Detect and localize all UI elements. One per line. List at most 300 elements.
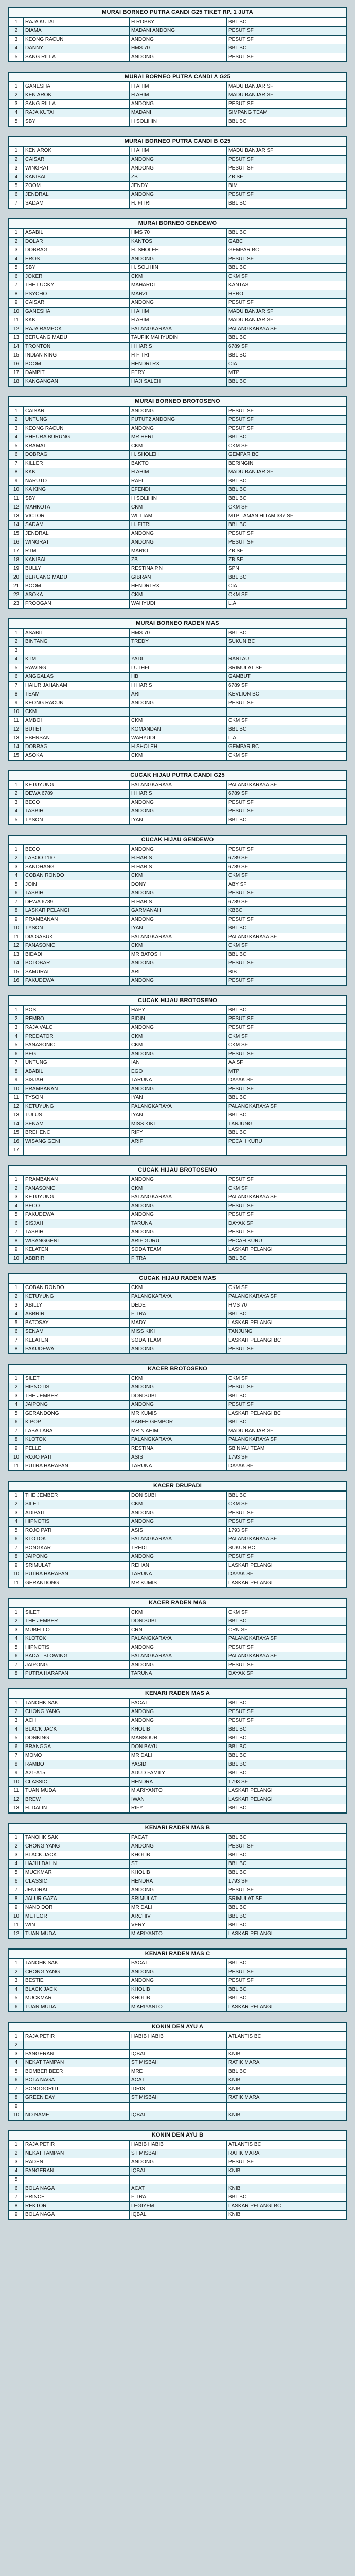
table-row <box>9 1435 346 1444</box>
owner-cell: ANDONG <box>130 1509 227 1517</box>
owner-cell: TARUNA <box>130 1570 227 1579</box>
team-cell: PESUT SF <box>228 1086 254 1092</box>
owner-cell: H HARIS <box>130 790 227 798</box>
team-cell: MADU BANJAR SF <box>228 148 274 154</box>
rank-cell: 4 <box>9 109 24 117</box>
owner-cell: ANDONG <box>130 538 227 547</box>
table-title: MURAI BORNEO GENDEWO <box>9 219 346 229</box>
table-row <box>9 53 346 61</box>
table-row <box>9 1032 346 1041</box>
team-cell: PESUT SF <box>228 1402 254 1408</box>
owner-cell: DON SUBI <box>130 1617 227 1625</box>
bird-name-cell <box>24 1146 130 1155</box>
rank-cell: 7 <box>9 1661 24 1669</box>
bird-name-cell: TYSON <box>24 816 130 824</box>
bird-name-cell: KLOTOK <box>24 1436 130 1444</box>
table-row <box>9 155 346 164</box>
owner-cell: KHOLIB <box>130 1986 227 1994</box>
team-cell: BBL BC <box>228 1256 247 1261</box>
rank-cell: 4 <box>9 255 24 263</box>
table-row <box>9 1409 346 1418</box>
table-row <box>9 2058 346 2067</box>
table-title: CUCAK HIJAU RADEN MAS <box>9 1274 346 1284</box>
owner-cell: ANDONG <box>130 807 227 816</box>
owner-cell: ANDONG <box>130 1202 227 1210</box>
bird-name-cell: TASBIH <box>24 889 130 897</box>
rank-cell: 4 <box>9 2167 24 2175</box>
bird-name-cell: HIPNOTIS <box>24 1383 130 1392</box>
table-row <box>9 298 346 307</box>
owner-cell: ASIS <box>130 1453 227 1462</box>
bird-name-cell: PRINCE <box>24 2193 130 2201</box>
bird-name-cell: TUAN MUDA <box>24 1787 130 1795</box>
rank-cell: 11 <box>9 495 24 503</box>
results-table <box>8 618 347 761</box>
bird-name-cell: LABOO 1167 <box>24 854 130 862</box>
table-row <box>9 807 346 816</box>
team-cell: PESUT SF <box>228 917 254 922</box>
team-cell: CKM SF <box>228 1285 248 1291</box>
table-row <box>9 263 346 272</box>
rank-cell: 1 <box>9 1834 24 1842</box>
team-cell: BERINGIN <box>228 461 254 466</box>
owner-cell: CKM <box>130 872 227 880</box>
team-cell: PESUT SF <box>228 1887 254 1893</box>
owner-cell: YASID <box>130 1760 227 1769</box>
team-cell: LASKAR PELANGI BC <box>228 1411 281 1416</box>
rank-cell: 9 <box>9 299 24 307</box>
table-row <box>9 699 346 707</box>
owner-cell: H ROBBY <box>130 18 227 26</box>
bird-name-cell: ASABIL <box>24 229 130 237</box>
team-cell: ATLANTIS BC <box>228 2142 261 2147</box>
owner-cell: H SOLIHIN <box>130 117 227 126</box>
table-row <box>9 1509 346 1517</box>
rank-cell: 4 <box>9 1401 24 1409</box>
table-row <box>9 468 346 477</box>
rank-cell: 5 <box>9 182 24 190</box>
team-cell: PESUT SF <box>228 1662 254 1668</box>
owner-cell: ZB <box>130 556 227 564</box>
table-row <box>9 1327 346 1336</box>
team-cell: BBL BC <box>228 496 247 501</box>
owner-cell: ANDONG <box>130 1211 227 1219</box>
table-row <box>9 1734 346 1742</box>
owner-cell: H. SHOLEH <box>130 451 227 459</box>
rank-cell: 14 <box>9 959 24 968</box>
owner-cell: MISS KIKI <box>130 1328 227 1336</box>
owner-cell: CKM <box>130 1032 227 1041</box>
team-cell: PESUT SF <box>228 846 254 852</box>
bird-name-cell: ABILLY <box>24 1301 130 1310</box>
table-row <box>9 1570 346 1579</box>
table-row <box>9 871 346 880</box>
table-row <box>9 599 346 608</box>
team-cell: BBL BC <box>228 1835 247 1840</box>
rank-cell: 10 <box>9 2111 24 2120</box>
rank-cell: 14 <box>9 521 24 529</box>
bird-name-cell: PAKUDEWA <box>24 1211 130 1219</box>
bird-name-cell: BOLA NAGA <box>24 2211 130 2219</box>
team-cell: KNIB <box>228 2112 241 2118</box>
rank-cell: 2 <box>9 2041 24 2049</box>
table-row <box>9 1526 346 1535</box>
team-cell: RATIK MARA <box>228 2150 260 2156</box>
bird-name-cell: MUBELLO <box>24 1626 130 1634</box>
rank-cell: 7 <box>9 1228 24 1236</box>
team-cell: CIA <box>228 361 237 367</box>
owner-cell: ST MISBAH <box>130 2094 227 2102</box>
team-cell: PESUT SF <box>228 1718 254 1723</box>
table-row <box>9 485 346 494</box>
bird-name-cell: GANESHA <box>24 308 130 316</box>
table-row <box>9 1236 346 1245</box>
team-cell: PESUT SF <box>228 1212 254 1217</box>
table-row <box>9 1968 346 1976</box>
results-table <box>8 1481 347 1588</box>
bird-name-cell: TULUS <box>24 1111 130 1120</box>
owner-cell: ARI <box>130 968 227 976</box>
rank-cell: 13 <box>9 1804 24 1812</box>
table-row <box>9 255 346 263</box>
table-row <box>9 1985 346 1994</box>
bird-name-cell: THE LUCKY <box>24 281 130 290</box>
team-cell: MADU BANJAR SF <box>228 317 274 323</box>
rank-cell: 6 <box>9 889 24 897</box>
team-cell: KBBC <box>228 908 243 913</box>
bird-name-cell: KTM <box>24 655 130 664</box>
table-row <box>9 520 346 529</box>
bird-name-cell: JENDRAL <box>24 530 130 538</box>
owner-cell: SRIMULAT <box>130 1895 227 1903</box>
bird-name-cell: PUTRA HARAPAN <box>24 1570 130 1579</box>
table-row <box>9 407 346 415</box>
rank-cell: 3 <box>9 1024 24 1032</box>
owner-cell: ANDONG <box>130 1401 227 1409</box>
owner-cell: MARIO <box>130 547 227 555</box>
team-cell: 6789 SF <box>228 899 248 905</box>
team-cell: 6789 SF <box>228 864 248 870</box>
table-row <box>9 290 346 298</box>
team-cell: 6789 SF <box>228 791 248 796</box>
team-cell: BBL BC <box>228 1095 247 1100</box>
bird-name-cell: BOOM <box>24 360 130 368</box>
team-cell: SPN <box>228 566 239 571</box>
team-cell <box>227 2176 346 2184</box>
table-row <box>9 646 346 655</box>
bird-name-cell: DIAMA <box>24 27 130 35</box>
rank-cell: 1 <box>9 229 24 237</box>
bird-name-cell: DEWA 6789 <box>24 898 130 906</box>
team-cell: PESUT SF <box>228 1519 254 1524</box>
bird-name-cell: ASOKA <box>24 752 130 760</box>
team-cell: GEMPAR BC <box>228 744 259 750</box>
owner-cell: MADY <box>130 1319 227 1327</box>
table-row <box>9 1014 346 1023</box>
rank-cell: 10 <box>9 1085 24 1093</box>
team-cell: PALANGKARAYA SF <box>228 1194 277 1200</box>
table-row <box>9 950 346 959</box>
bird-name-cell: KEONG RACUN <box>24 36 130 44</box>
team-cell: CRN SF <box>228 1627 248 1633</box>
table-row <box>9 529 346 538</box>
rank-cell: 8 <box>9 468 24 477</box>
team-cell: BBL BC <box>228 1861 247 1867</box>
team-cell: BBL BC <box>228 1922 247 1928</box>
table-row <box>9 1176 346 1184</box>
bird-name-cell: BLACK JACK <box>24 1851 130 1859</box>
owner-cell: M ARIYANTO <box>130 1787 227 1795</box>
table-row <box>9 108 346 117</box>
bird-name-cell: TYSON <box>24 924 130 933</box>
rank-cell: 7 <box>9 682 24 690</box>
rank-cell: 4 <box>9 2059 24 2067</box>
rank-cell: 7 <box>9 460 24 468</box>
bird-name-cell: THE JEMBER <box>24 1617 130 1625</box>
team-cell: PESUT SF <box>228 426 254 431</box>
owner-cell: DON BAYU <box>130 1743 227 1751</box>
rank-cell: 5 <box>9 1994 24 2003</box>
rank-cell: 6 <box>9 2184 24 2193</box>
owner-cell: ANDONG <box>130 1176 227 1184</box>
rank-cell: 1 <box>9 845 24 854</box>
table-row <box>9 1561 346 1570</box>
bird-name-cell: PAKUDEWA <box>24 977 130 985</box>
owner-cell: ANDONG <box>130 1383 227 1392</box>
team-cell: PESUT SF <box>228 165 254 171</box>
table-row <box>9 1418 346 1427</box>
bird-name-cell: ROJO PATI <box>24 1527 130 1535</box>
rank-cell: 11 <box>9 1787 24 1795</box>
team-cell: PALANGKARAYA SF <box>228 934 277 940</box>
table-row <box>9 1453 346 1462</box>
table-row <box>9 147 346 155</box>
table-title: MURAI BORNEO PUTRA CANDI B G25 <box>9 137 346 147</box>
bird-name-cell: DOBRAG <box>24 451 130 459</box>
table-title: CUCAK HIJAU BROTOSENO <box>9 1166 346 1176</box>
bird-name-cell: DEWA 6789 <box>24 790 130 798</box>
table-row <box>9 1608 346 1617</box>
table-row <box>9 272 346 281</box>
owner-cell: H HARIS <box>130 343 227 351</box>
owner-cell: PALANGKARAYA <box>130 1193 227 1201</box>
rank-cell: 1 <box>9 1375 24 1383</box>
table-row <box>9 368 346 377</box>
bird-name-cell: DOBRAG <box>24 246 130 255</box>
team-cell: ZB SF <box>228 557 243 563</box>
team-cell: MTP TAMAN HITAM 337 SF <box>228 513 293 519</box>
team-cell: PESUT SF <box>228 1346 254 1352</box>
table-row <box>9 2111 346 2120</box>
owner-cell: RIFY <box>130 1804 227 1812</box>
team-cell: KNIB <box>228 2086 241 2092</box>
bird-name-cell: BINTANG <box>24 638 130 646</box>
bird-name-cell: HIPNOTIS <box>24 1518 130 1526</box>
owner-cell: PALANGKARAYA <box>130 1652 227 1660</box>
owner-cell: H AHIM <box>130 468 227 477</box>
bird-name-cell: TYSON <box>24 1094 130 1102</box>
team-cell: PECAH KURU <box>228 1139 262 1144</box>
bird-name-cell: JENDRAL <box>24 191 130 199</box>
table-row <box>9 503 346 512</box>
team-cell: BIM <box>228 183 238 189</box>
rank-cell: 13 <box>9 334 24 342</box>
owner-cell: MR DALI <box>130 1752 227 1760</box>
table-row <box>9 1716 346 1725</box>
rank-cell: 16 <box>9 977 24 985</box>
team-cell: BBL BC <box>228 1744 247 1750</box>
team-cell: PESUT SF <box>228 2159 254 2165</box>
owner-cell: ST <box>130 1860 227 1868</box>
table-row <box>9 672 346 681</box>
owner-cell: ARI <box>130 690 227 699</box>
rank-cell: 2 <box>9 27 24 35</box>
team-cell: PESUT SF <box>228 256 254 262</box>
team-cell: PESUT SF <box>228 1969 254 1975</box>
rank-cell: 1 <box>9 147 24 155</box>
table-row <box>9 725 346 734</box>
bird-name-cell: BERUANG MADU <box>24 334 130 342</box>
table-row <box>9 2093 346 2102</box>
table-row <box>9 1994 346 2003</box>
owner-cell: FITRA <box>130 1255 227 1263</box>
rank-cell: 12 <box>9 942 24 950</box>
bird-name-cell: NAND DOR <box>24 1904 130 1912</box>
team-cell: BBL BC <box>228 45 247 51</box>
table-body <box>9 229 346 386</box>
rank-cell: 5 <box>9 1211 24 1219</box>
team-cell: SB NIAU TEAM <box>228 1446 265 1451</box>
team-cell: PESUT SF <box>228 1229 254 1235</box>
rank-cell: 9 <box>9 1562 24 1570</box>
bird-name-cell: GERANDONG <box>24 1579 130 1587</box>
table-row <box>9 976 346 985</box>
bird-name-cell: SONGGORITI <box>24 2085 130 2093</box>
rank-cell: 2 <box>9 1968 24 1976</box>
owner-cell: HAJI SALEH <box>130 378 227 386</box>
rank-cell: 11 <box>9 316 24 325</box>
owner-cell: ANDONG <box>130 799 227 807</box>
owner-cell: HB <box>130 673 227 681</box>
table-body <box>9 2141 346 2219</box>
team-cell: BBL BC <box>228 925 247 931</box>
bird-name-cell: PANGERAN <box>24 2167 130 2175</box>
rank-cell: 4 <box>9 655 24 664</box>
team-cell: PESUT SF <box>228 1510 254 1516</box>
table-row <box>9 798 346 807</box>
owner-cell: ANDONG <box>130 1842 227 1851</box>
table-row <box>9 18 346 26</box>
bird-name-cell: PRAMBANAN <box>24 1176 130 1184</box>
team-cell: GEMPAR BC <box>228 247 259 253</box>
rank-cell: 15 <box>9 351 24 360</box>
table-row <box>9 880 346 889</box>
team-cell: PESUT SF <box>228 1203 254 1209</box>
table-row <box>9 1375 346 1383</box>
table-row <box>9 789 346 798</box>
table-row <box>9 1544 346 1552</box>
rank-cell: 2 <box>9 638 24 646</box>
table-row <box>9 1084 346 1093</box>
team-cell: BBL BC <box>228 1735 247 1741</box>
table-row <box>9 1146 346 1155</box>
team-cell: CIA <box>228 583 237 589</box>
table-row <box>9 2158 346 2166</box>
rank-cell: 10 <box>9 924 24 933</box>
owner-cell: PALANGKARAYA <box>130 1293 227 1301</box>
owner-cell: WILLIAM <box>130 512 227 520</box>
rank-cell: 6 <box>9 1418 24 1427</box>
rank-cell: 8 <box>9 1237 24 1245</box>
owner-cell: CKM <box>130 1375 227 1383</box>
team-cell: MADU BANJAR SF <box>228 83 274 89</box>
rank-cell: 2 <box>9 238 24 246</box>
owner-cell: TARUNA <box>130 1462 227 1470</box>
team-cell: CKM SF <box>228 443 248 449</box>
bird-name-cell: BOLA NAGA <box>24 2184 130 2193</box>
owner-cell: ANDONG <box>130 530 227 538</box>
team-cell: 1793 SF <box>228 1528 248 1533</box>
table-row <box>9 190 346 199</box>
table-title: KACER DRUPADI <box>9 1482 346 1492</box>
table-body <box>9 1284 346 1353</box>
table-body <box>9 629 346 760</box>
team-cell: PESUT SF <box>228 1051 254 1057</box>
team-cell: MADU BANJAR SF <box>228 309 274 314</box>
bird-name-cell: BOLA NAGA <box>24 2076 130 2084</box>
table-row <box>9 442 346 450</box>
owner-cell: TARUNA <box>130 1219 227 1228</box>
rank-cell: 4 <box>9 1202 24 1210</box>
table-row <box>9 1552 346 1561</box>
table-row <box>9 246 346 255</box>
table-title: MURAI BORNEO BROTOSENO <box>9 397 346 407</box>
table-row <box>9 2193 346 2201</box>
rank-cell: 12 <box>9 325 24 333</box>
table-row <box>9 360 346 368</box>
table-row <box>9 1859 346 1868</box>
rank-cell: 10 <box>9 1453 24 1462</box>
table-row <box>9 1076 346 1084</box>
bird-name-cell: SENAM <box>24 1120 130 1128</box>
owner-cell: MR N AHIM <box>130 1427 227 1435</box>
rank-cell: 13 <box>9 512 24 520</box>
owner-cell: H. FITRI <box>130 521 227 529</box>
table-row <box>9 1786 346 1795</box>
bird-name-cell: LASKAR PELANGI <box>24 907 130 915</box>
team-cell: BBL BC <box>228 1393 247 1399</box>
rank-cell: 17 <box>9 1146 24 1155</box>
bird-name-cell: KKK <box>24 468 130 477</box>
rank-cell: 11 <box>9 1579 24 1587</box>
owner-cell: FERY <box>130 369 227 377</box>
bird-name-cell: JENDRAL <box>24 1886 130 1894</box>
bird-name-cell: DONKING <box>24 1734 130 1742</box>
rank-cell: 6 <box>9 1652 24 1660</box>
table-row <box>9 1517 346 1526</box>
rank-cell: 10 <box>9 708 24 716</box>
rank-cell: 21 <box>9 582 24 590</box>
table-row <box>9 44 346 53</box>
owner-cell: MADANI ANDONG <box>130 27 227 35</box>
rank-cell: 17 <box>9 547 24 555</box>
table-title: KENARI RADEN MAS A <box>9 1689 346 1699</box>
rank-cell: 13 <box>9 734 24 742</box>
owner-cell: H AHIM <box>130 82 227 91</box>
bird-name-cell: BONGKAR <box>24 1544 130 1552</box>
owner-cell: ANDONG <box>130 1345 227 1353</box>
owner-cell: MRE <box>130 2067 227 2076</box>
